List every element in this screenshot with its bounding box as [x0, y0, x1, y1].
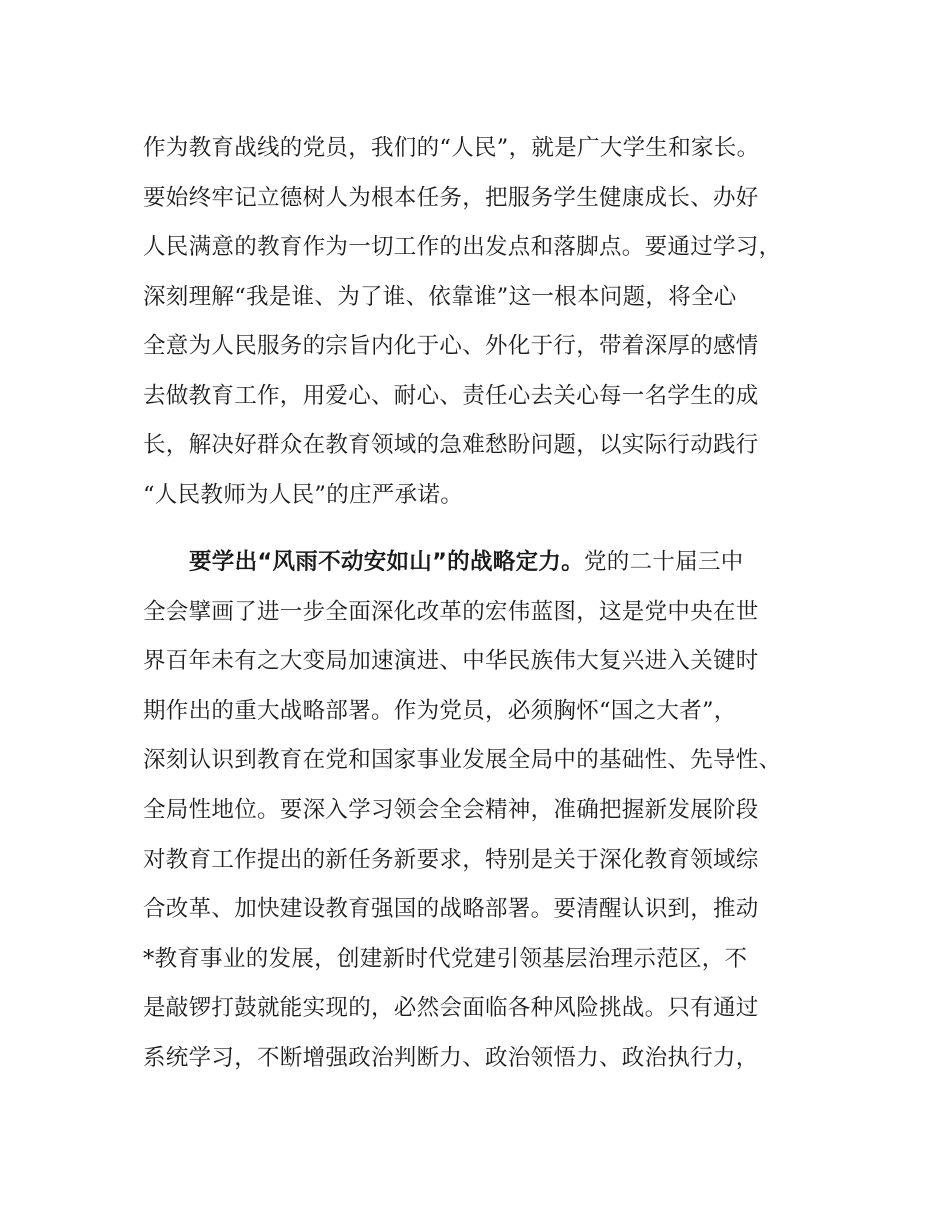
paragraph-first-line [143, 538, 843, 588]
paragraph-lead-heading: 要学出“风雨不动安如山”的战略定力。 [189, 549, 584, 575]
text-line: 合改革、加快建设教育强国的战略部署。要清醒认识到，推动 [143, 896, 759, 923]
text-line: 期作出的重大战略部署。作为党员，必须胸怀“国之大者”， [143, 697, 737, 724]
text-line: 要始终牢记立德树人为根本任务，把服务学生健康成长、办好 [143, 184, 759, 211]
text-line: 长，解决好群众在教育领域的急难愁盼问题，以实际行动践行 [143, 432, 759, 458]
first-line-text: 党的二十届三中 [583, 549, 744, 575]
text-line: 界百年未有之大变局加速演进、中华民族伟大复兴进入关键时 [143, 648, 759, 675]
text-line: 全意为人民服务的宗旨内化于心、外化于行，带着深厚的感情 [143, 333, 759, 359]
text-line: “人民教师为人民”的庄严承诺。 [143, 481, 464, 508]
text-line: 作为教育战线的党员，我们的“人民”，就是广大学生和家长。 [143, 135, 760, 161]
paragraph-people-centered [143, 124, 843, 520]
text-line: 全局性地位。要深入学习领会全会精神，准确把握新发展阶段 [143, 796, 759, 823]
text-line: 人民满意的教育作为一切工作的出发点和落脚点。要通过学习， [143, 234, 782, 260]
text-line: 对教育工作提出的新任务新要求，特别是关于深化教育领域综 [143, 846, 759, 873]
text-line: 系统学习，不断增强政治判断力、政治领悟力、政治执行力， [143, 1044, 759, 1071]
text-line: 是敲锣打鼓就能实现的，必然会面临各种风险挑战。只有通过 [143, 995, 759, 1022]
text-line: 全会擘画了进一步全面深化改革的宏伟蓝图，这是党中央在世 [143, 598, 759, 625]
paragraph-strategic-focus [143, 538, 843, 1084]
text-line: *教育事业的发展，创建新时代党建引领基层治理示范区，不 [143, 945, 748, 972]
text-line: 深刻认识到教育在党和国家事业发展全局中的基础性、先导性、 [143, 747, 782, 774]
text-line: 深刻理解“我是谁、为了谁、依靠谁”这一根本问题，将全心 [143, 283, 737, 310]
text-line: 去做教育工作，用爱心、耐心、责任心去关心每一名学生的成 [143, 382, 759, 409]
